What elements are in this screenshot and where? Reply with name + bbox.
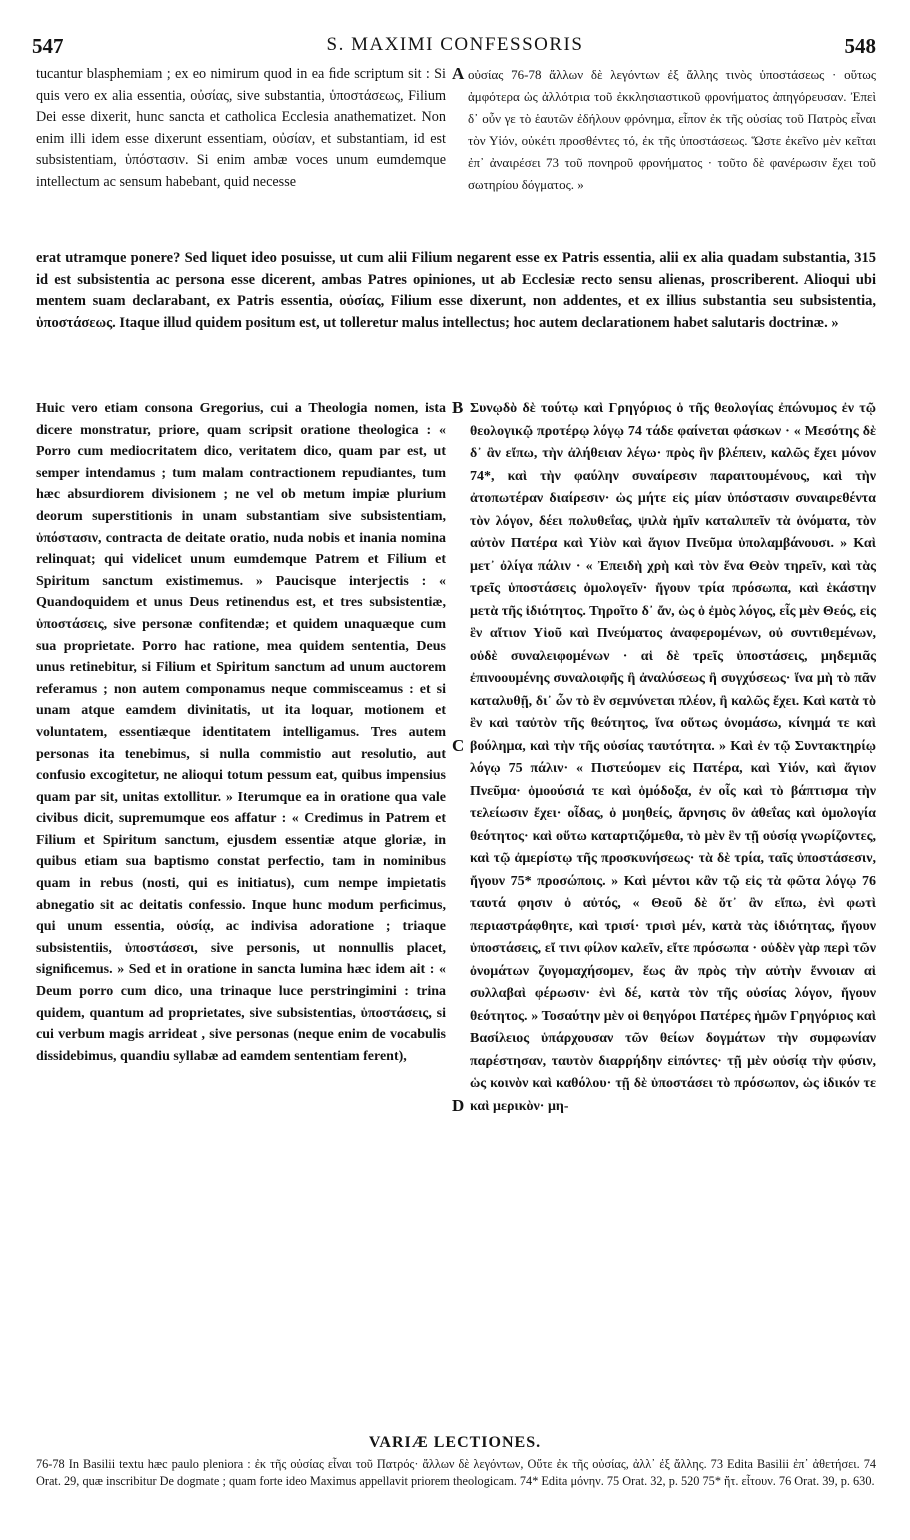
top-latin-text: tucantur blasphemiam ; ex eo nimirum quod in ea ﬁde scriptum sit : Si quis vero ex alia essentia, οὐσίας, sive substantia, ὑποστάσεως, Filium Dei esse dixerit, hunc sancta et catholica Ecclesia anathematizet. Non enim illi idem esse dixerunt essentiam, οὐσίαν, et substantiam, id est subsistentiam, ὑπόστασιν. Si enim ambæ voces unum eumdemque intellectum ac sensum habebant, quid necesse bbox=[36, 66, 446, 190]
page-number-left: 547 bbox=[32, 34, 64, 58]
margin-marker-d: D bbox=[452, 1096, 465, 1115]
top-greek-column bbox=[468, 64, 876, 244]
top-greek-text: οὐσίας 76-78 ἄλλων δὲ λεγόντων ἐξ ἄλλης τινὸς ὑποστάσεως · οὕτως ἀμφότερα ὡς ἀλλότρια τοῦ ἐκκλησιαστικοῦ φρονήματος ἀπηγόρευσαν. Ἐπεὶ δ᾽ οὖν γε τὸ ἑαυτῶν ἐδήλουν φρόνημα, εἶπον ἐκ τῆς οὐσίας τοῦ Πατρὸς εἶναι τὸν Υἱόν, οὐκέτι προσθέντες τό, ἐκ τῆς ὑποστάσεως. Ὥστε ἐκεῖνο μὲν κεῖται ἐπ᾽ ἀναιρέσει 73 τοῦ πονηροῦ φρονήματος · τοῦτο δὲ φανέρωσιν ἔχει τοῦ σωτηρίου δόγματος. » bbox=[468, 67, 876, 192]
full-width-paragraph bbox=[36, 248, 876, 398]
main-latin-text: Huic vero etiam consona Gregorius, cui a Theologia nomen, ista dicere monstratur, priore, quam scripsit oratione theologica : « Porro cum mediocritatem dico, veritatem dico, quam par est, ut semper intendamus ; tum malam contractionem repudiantes, tum hæc absurdiorem divisionem ; ne vel ob metum impiæ plurium deorum superstitionis in unam substantiam sive subsistentiam, ὑπόστασιν, contracta de deitate oratio, nuda nobis et inania nomina relinquat; qui videlicet unum eumdemque Patrem et Filium et Spiritum sanctum existimemus. » Paucisque interjectis : « Quandoquidem et unus Deus retinendus est, et tres subsistentiæ, ὑποστάσεις, sive personæ confitendæ; et quidem unaquæque cum sua proprietate. Porro hac ratione, mea quidem sententia, Deus unus retinebitur, si Filium et Spiritum sanctum ad unum auctorem referamus ; non autem componamus neque commisceamus : et si unam atque eamdem divinitatis, ut ita loquar, motionem et voluntatem, essentiæque identitatem intelligamus. Tres autem personas ita tenebimus, si nulla commistio aut resolutio, aut confusio excogitetur, ne alioqui totum pessum eat, quibus impensius quam par sit, unitas extollitur. » Iterumque ea in oratione qua vale civibus dicit, supremumque eos affatur : « Credimus in Patrem et Filium et Spiritum sanctum, ejusdem essentiæ atque gloriæ, in quibus etiam sua baptismo constat perfectio, tam in nominibus quam in rebus (nosti, qui es initiatus), cum nempe impietatis abnegatio sit ac deitatis confessio. Inque hunc modum perﬁcimus, qui unum essentia, οὐσίᾳ, ac indivisa adoratione ; triaque subsistentiis, ὑποστάσεσι, sive personis, ut nonnullis placet, signiﬁcemus. » Sed et in oratione in sancta lumina hæc idem ait : « Deum porro cum dico, una trinaque luce perstringimini : trina quidem, quantum ad proprietates, sive subsistentias, ὑποστάσεις, si cui verbum magis arrideat , sive personas (neque enim de vocabulis dissidebimus, quandiu syllabæ ad eamdem sententiam ferent), bbox=[36, 401, 446, 1064]
margin-marker-b: B bbox=[452, 398, 464, 417]
top-latin-column bbox=[36, 64, 446, 240]
variae-lectiones-notes bbox=[36, 1456, 876, 1489]
page-header bbox=[0, 34, 910, 64]
variae-lectiones-title: VARIÆ LECTIONES. bbox=[368, 1434, 542, 1451]
margin-marker-a: A bbox=[452, 64, 465, 83]
main-greek-text: Συνῳδὸ δὲ τούτῳ καὶ Γρηγόριος ὁ τῆς θεολογίας ἐπώνυμος ἐν τῷ θεολογικῷ προτέρῳ λόγῳ 74 τάδε φαίνεται φάσκων · « Μεσότης δὲ δ᾽ ἂν εἴπω, τὴν ἀλήθειαν λέγω· πρὸς ἣν βλέπειν, καλῶς ἔχει μόνον 74*, καὶ τὴν φαύλην συναίρεσιν παραιτουμένους, καὶ τὴν ἀτοπωτέραν διαίρεσιν· ὡς μήτε εἰς μίαν ὑπόστασιν συναιρεθέντα τὸν λόγον, δέει πολυθεΐας, ψιλὰ ἡμῖν καταλιπεῖν τὰ ὀνόματα, τὸν αὐτὸν Πατέρα καὶ Υἱὸν καὶ ἅγιον Πνεῦμα ὑπολαμβάνουσι. » Καὶ μετ᾽ ὀλίγα πάλιν · « Ἐπειδὴ χρὴ καὶ τὸν ἕνα Θεὸν τηρεῖν, καὶ τὰς τρεῖς ὑποστάσεις ὁμολογεῖν· ἤγουν τρία πρόσωπα, καὶ ἑκάστην μετὰ τῆς ἰδιότητος. Τηροῖτο δ᾽ ἄν, ὡς ὁ ἐμὸς λόγος, εἷς μὲν Θεός, εἰς ἓν αἴτιον Υἱοῦ καὶ Πνεύματος ἀναφερομένων, οὐ συντιθεμένων, οὐδὲ συναλειφομένων · αἱ δὲ τρεῖς ὑποστάσεις, μηδεμιᾶς ἐπινοουμένης συναλοιφῆς ἢ ἀναλύσεως ἢ συγχύσεως· ἵνα μὴ τὸ πᾶν καταλυθῇ, δι᾽ ὧν τὸ ἓν σεμνύνεται πλέον, ἢ καλῶς ἔχει. Καὶ κατὰ τὸ ἓν καὶ ταὐτὸν τῆς θεότητος, ἵνα οὕτως ὀνομάσω, κίνημά τε καὶ βούλημα, καὶ τὴν τῆς οὐσίας ταυτότητα. » Καὶ ἐν τῷ Συντακτηρίῳ λόγῳ 75 πάλιν· « Πιστεύομεν εἰς Πατέρα, καὶ Υἱόν, καὶ ἅγιον Πνεῦμα· ὁμοούσιά τε καὶ ὁμόδοξα, ἐν οἷς καὶ τὸ βάπτισμα τὴν τελείωσιν ἔχει· οἶδας, ὁ μυηθείς, ἄρνησις ὂν ἀθεΐας καὶ ὁμολογία θεότητος· καὶ οὕτω καταρτιζόμεθα, τὸ μὲν ἓν τῇ οὐσίᾳ γνωρίζοντες, καὶ τῷ ἀμερίστῳ τῆς προσκυνήσεως· τὰ δὲ τρία, ταῖς ὑποστάσεσιν, ἤγουν 75* προσώποις. » Καὶ μέντοι κἂν τῷ εἰς τὰ φῶτα λόγῳ 76 ταυτά φησιν ὁ αὐτός, « Θεοῦ δὲ ὅτ᾽ ἂν εἴπω, ἑνὶ φωτὶ περιαστράφθητε, καὶ τρισί· τρισὶ μέν, κατὰ τὰς ἰδιότητας, ἤγουν ὑποστάσεις, εἴ τινι φίλον καλεῖν, εἴτε πρόσωπα · οὐδὲν γὰρ περὶ τῶν ὀνομάτων ζυγομαχήσομεν, ἕως ἂν πρὸς τὴν αὐτὴν ἔννοιαν αἱ συλλαβαὶ φέρωσιν· ἑνὶ δέ, κατὰ τὸν τῆς οὐσίας λόγον, ἤγουν θεότητος. » Τοσαύτην μὲν οἱ θεηγόροι Πατέρες ἡμῶν Γρηγόριος καὶ Βασίλειος ὑπάρχουσαν τῶν θείων δογμάτων τὴν συμφωνίαν παρέστησαν, ταυτὸν διαρρήδην εἰπόντες· τῇ μὲν οὐσίᾳ τὴν φύσιν, ὡς κοινὸν καὶ καθόλου· τῇ δὲ ὑποστάσει τὸ πρόσωπον, ὡς ἰδικόν τε καὶ μερικὸν· μη- bbox=[470, 401, 876, 1114]
main-latin-column bbox=[36, 398, 446, 1432]
running-title: S. MAXIMI CONFESSORIS bbox=[326, 34, 584, 55]
page-number-right: 548 bbox=[844, 34, 876, 58]
variae-lectiones-text: 76-78 In Basilii textu hæc paulo pleniora : ἐκ τῆς οὐσίας εἶναι τοῦ Πατρός· ἄλλων δὲ λεγόντων, Οὔτε ἐκ τῆς οὐσίας, ἀλλ᾽ ἐξ ἄλλης. 73 Edita Basilii ἐπ᾽ ἀθετήσει. 74 Orat. 29, quæ inscribitur De dogmate ; quam forte ideo Maximus appellavit priorem theologicam. 74* Edita μόνην. 75 Orat. 32, p. 520 75* ἤτ. εἶτουν. 76 Orat. 39, p. 630. bbox=[36, 1457, 876, 1488]
main-greek-column bbox=[470, 398, 876, 1432]
margin-marker-c: C bbox=[452, 736, 465, 755]
full-width-text: erat utramque ponere? Sed liquet ideo posuisse, ut cum alii Filium negarent esse ex Patris essentia, alii ex alia quadam substantia, 315 id est subsistentia ac persona esse dicerent, ambas Patres opiniones, ut ab Ecclesiæ recto sensu alienas, proscriberent. Alioqui ubi mentem suam declarabant, ex Patris essentia, οὐσίας, Filium esse dixerunt, non addentes, et ex illius substantia seu subsistentia, ὑποστάσεως. Itaque illud quidem positum est, ut tolleretur malus intellectus; hoc autem declarationem habet salutaris doctrinæ. » bbox=[36, 250, 876, 331]
